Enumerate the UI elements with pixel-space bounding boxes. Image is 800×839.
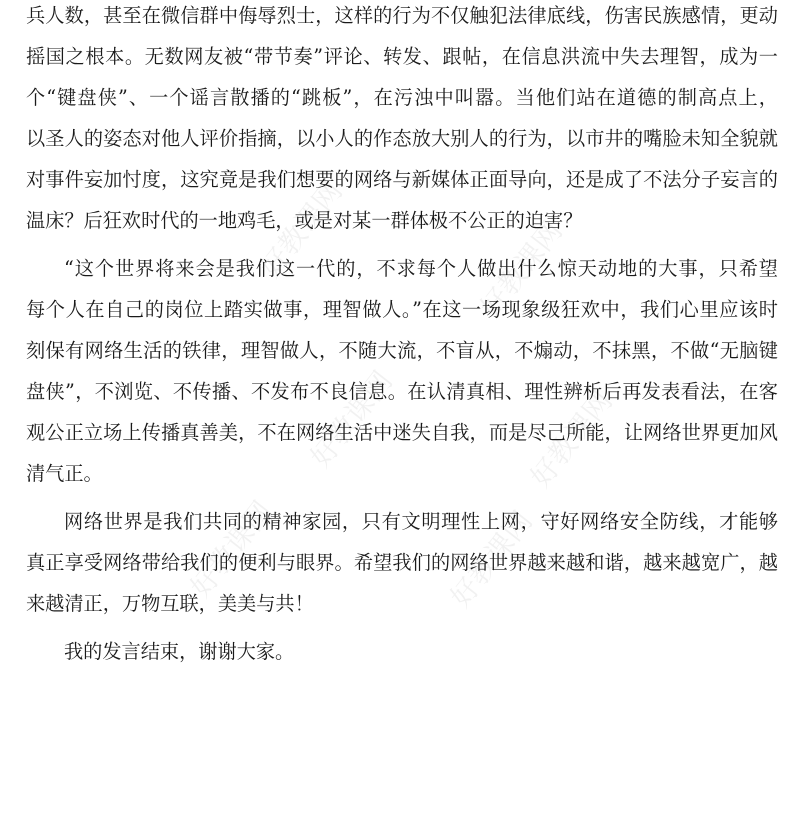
closing-line: 我的发言结束，谢谢大家。	[64, 640, 295, 663]
watermark: 好教课网	[183, 494, 279, 604]
paragraph-line: 每个人在自己的岗位上踏实做事，理智做人。”在这一场现象级狂欢中，我们心里应该时	[26, 298, 778, 321]
paragraph-line: 真正享受网络带给我们的便利与眼界。希望我们的网络世界越来越和谐，越来越宽广，越	[26, 551, 778, 574]
watermark: 好教课网	[253, 174, 349, 284]
paragraph-line: “这个世界将来会是我们这一代的，不求每个人做出什么惊天动地的大事，只希望	[64, 257, 778, 280]
paragraph-line: 以圣人的姿态对他人评价指摘，以小人的作态放大别人的行为，以市井的嘴脸未知全貌就	[26, 127, 778, 150]
paragraph-line: 盘侠”，不浏览、不传播、不发布不良信息。在认清真相、理性辨析后再发表看法，在客	[26, 380, 778, 403]
paragraph-line: 刻保有网络生活的铁律，理智做人，不随大流，不盲从，不煽动，不抹黑，不做“无脑键	[26, 339, 778, 362]
watermark: 好教课网	[473, 214, 569, 324]
paragraph-line: 温床？后狂欢时代的一地鸡毛，或是对某一群体极不公正的迫害？	[26, 209, 583, 232]
paragraph-line: 观公正立场上传播真善美，不在网络生活中迷失自我，而是尽己所能，让网络世界更加风	[26, 421, 778, 444]
paragraph-line: 来越清正，万物互联，美美与共！	[26, 592, 314, 615]
watermark: 好教课网	[443, 504, 539, 614]
paragraph-line: 对事件妄加忖度，这究竟是我们想要的网络与新媒体正面导向，还是成了不法分子妄言的	[26, 168, 778, 191]
paragraph-line: 兵人数，甚至在微信群中侮辱烈士，这样的行为不仅触犯法律底线，伤害民族感情，更动	[26, 4, 778, 27]
paragraph-line: 网络世界是我们共同的精神家园，只有文明理性上网，守好网络安全防线，才能够	[64, 510, 778, 533]
watermark: 好教课网	[523, 384, 619, 494]
paragraph-line: 清气正。	[26, 462, 103, 485]
paragraph-line: 摇国之根本。无数网友被“带节奏”评论、转发、跟帖，在信息洪流中失去理智，成为一	[26, 45, 778, 68]
watermark: 好教课网	[303, 364, 399, 474]
paragraph-line: 个“键盘侠”、一个谣言散播的“跳板”，在污浊中叫嚣。当他们站在道德的制高点上，	[26, 86, 778, 109]
